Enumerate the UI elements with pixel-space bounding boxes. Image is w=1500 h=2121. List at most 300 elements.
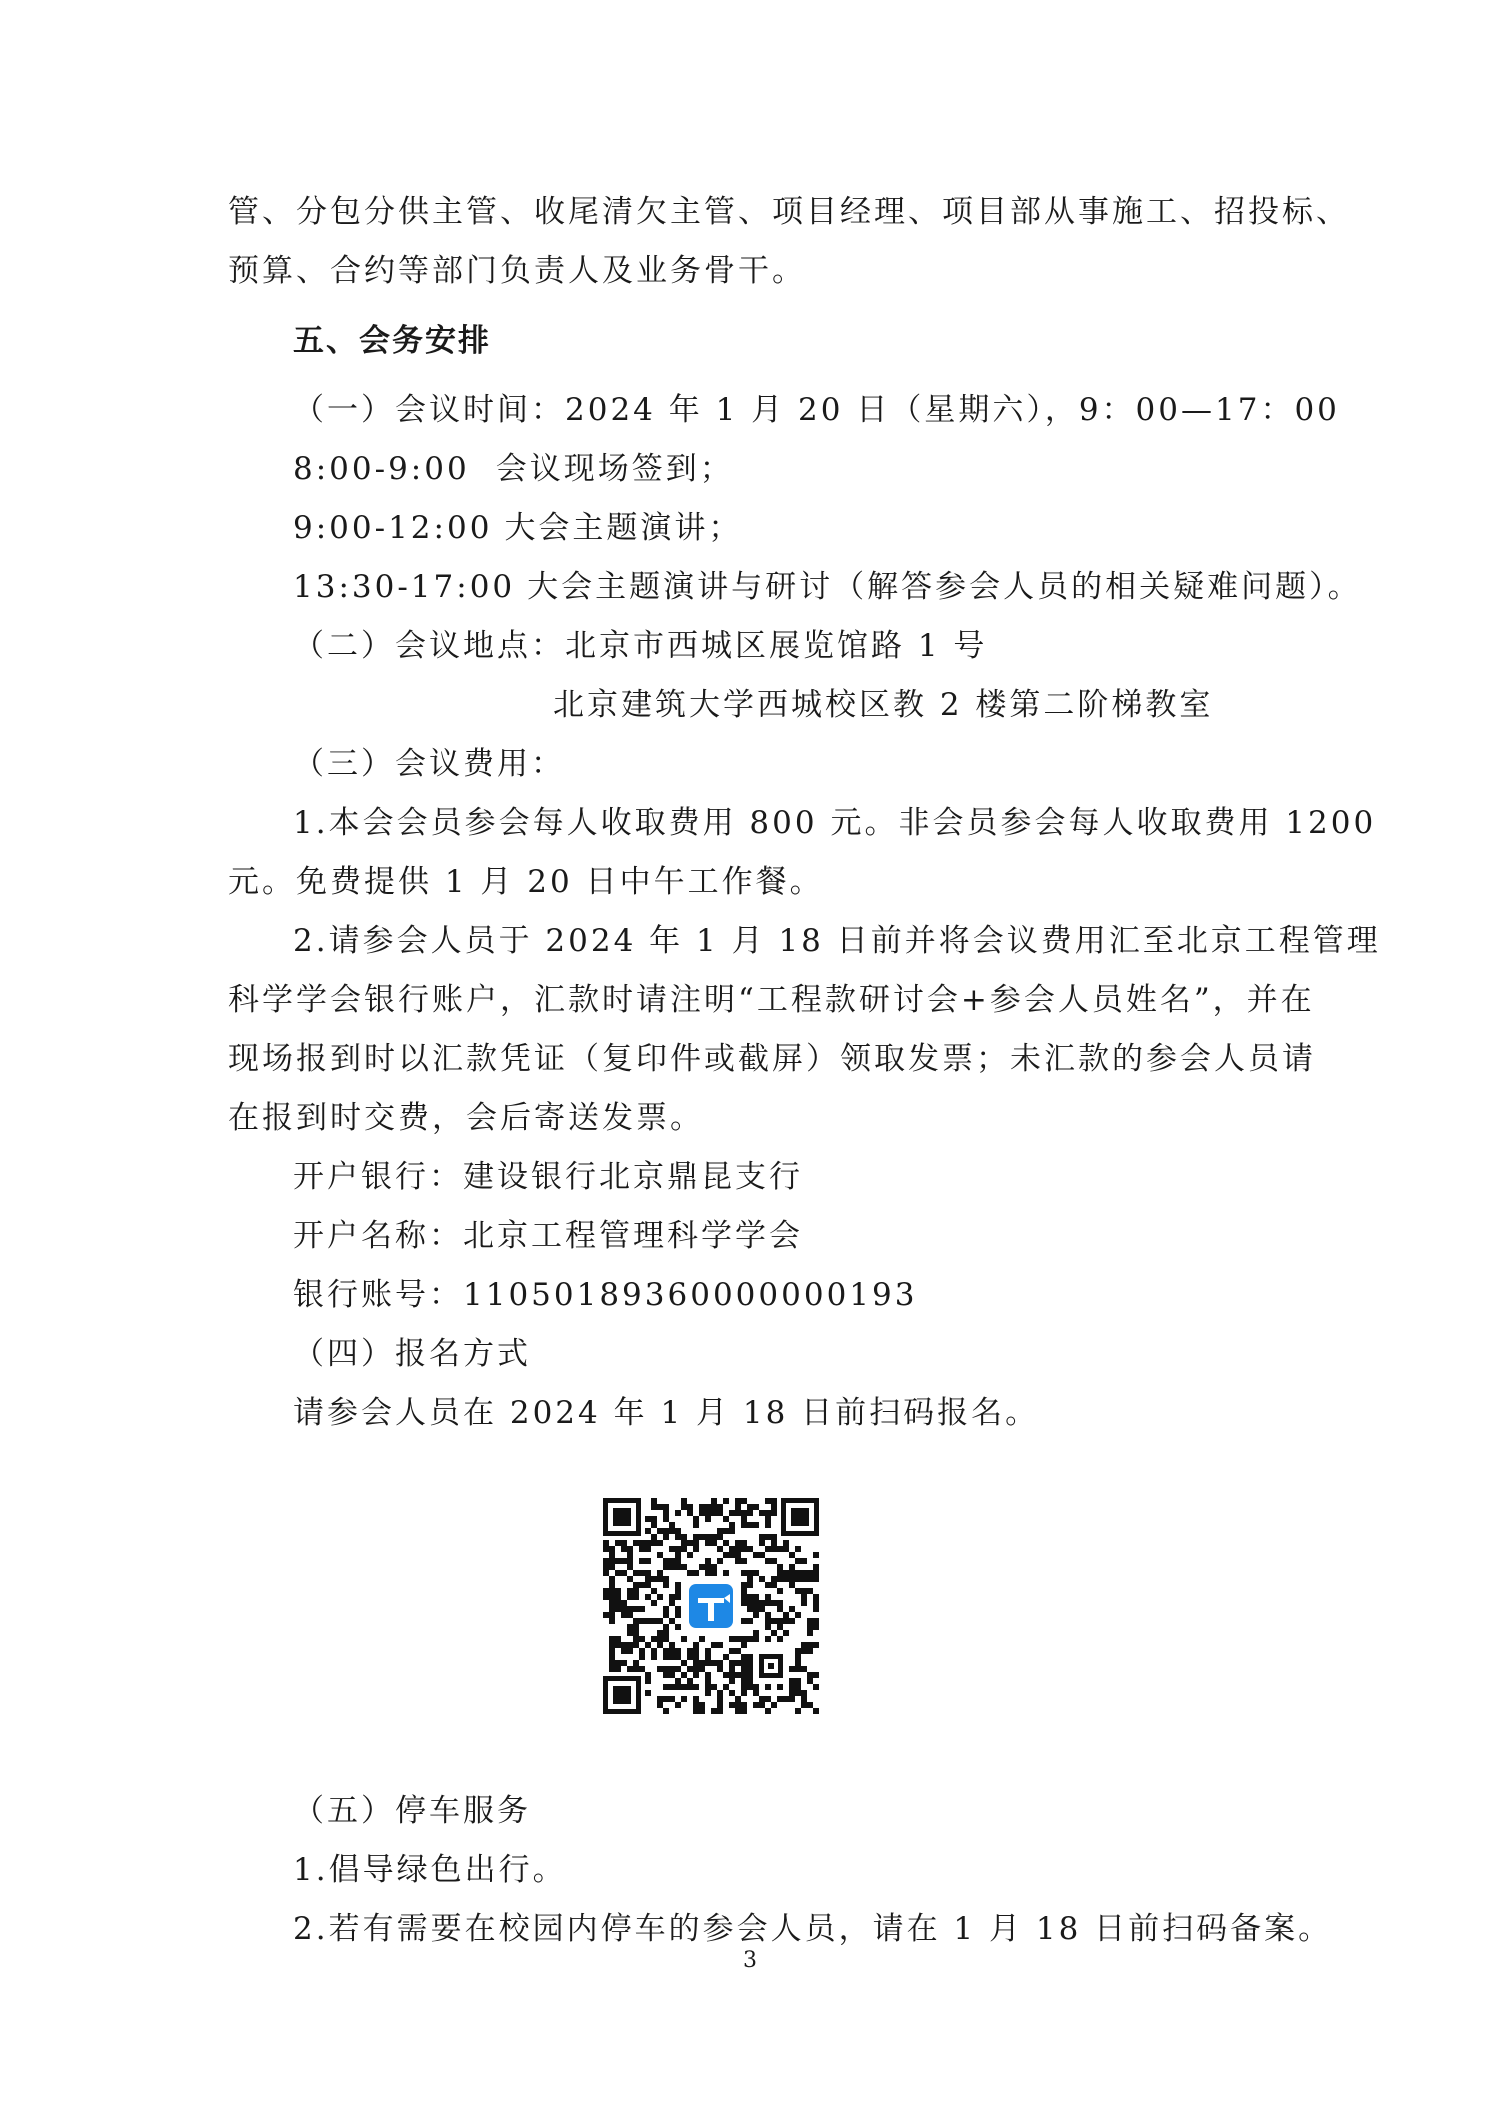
qr-module bbox=[735, 1510, 741, 1516]
qr-module bbox=[645, 1582, 651, 1588]
qr-module bbox=[711, 1564, 717, 1570]
qr-module bbox=[813, 1570, 819, 1576]
qr-module bbox=[747, 1522, 753, 1528]
qr-module bbox=[717, 1696, 723, 1702]
qr-module bbox=[657, 1540, 663, 1546]
fee-p2-line-2: 科学学会银行账户，汇款时请注明“工程款研讨会+参会人员姓名”，并在 bbox=[228, 982, 1315, 1018]
qr-module bbox=[693, 1570, 699, 1576]
schedule-desc: 大会主题演讲； bbox=[504, 510, 743, 546]
qr-module bbox=[807, 1624, 813, 1630]
qr-module bbox=[765, 1708, 771, 1714]
qr-module bbox=[693, 1672, 699, 1678]
qr-module bbox=[603, 1546, 609, 1552]
qr-module bbox=[609, 1594, 615, 1600]
qr-module bbox=[753, 1684, 759, 1690]
qr-module bbox=[633, 1666, 639, 1672]
qr-module bbox=[759, 1600, 765, 1606]
qr-module bbox=[609, 1546, 615, 1552]
intro-line-2: 预算、合约等部门负责人及业务骨干。 bbox=[228, 253, 806, 289]
qr-module bbox=[747, 1582, 753, 1588]
schedule-desc: 会议现场签到； bbox=[495, 451, 734, 487]
qr-module bbox=[609, 1582, 615, 1588]
qr-module bbox=[621, 1660, 627, 1666]
qr-module bbox=[639, 1606, 645, 1612]
qr-module bbox=[645, 1570, 651, 1576]
qr-module bbox=[663, 1564, 669, 1570]
qr-module bbox=[621, 1570, 627, 1576]
qr-module bbox=[645, 1576, 651, 1582]
qr-module bbox=[777, 1600, 783, 1606]
qr-module bbox=[741, 1588, 747, 1594]
qr-module bbox=[627, 1594, 633, 1600]
qr-module bbox=[789, 1606, 795, 1612]
qr-module bbox=[669, 1546, 675, 1552]
qr-module bbox=[789, 1696, 795, 1702]
qr-module bbox=[813, 1684, 819, 1690]
qr-module bbox=[795, 1648, 801, 1654]
qr-module bbox=[663, 1606, 669, 1612]
qr-module bbox=[741, 1678, 747, 1684]
qr-module bbox=[675, 1582, 681, 1588]
qr-module bbox=[795, 1558, 801, 1564]
qr-module bbox=[699, 1534, 705, 1540]
qr-module bbox=[735, 1672, 741, 1678]
qr-module bbox=[729, 1522, 735, 1528]
qr-module bbox=[789, 1690, 795, 1696]
qr-module bbox=[609, 1606, 615, 1612]
qr-module bbox=[645, 1594, 651, 1600]
qr-module bbox=[693, 1654, 699, 1660]
qr-module bbox=[633, 1588, 639, 1594]
qr-module bbox=[675, 1564, 681, 1570]
qr-module bbox=[813, 1600, 819, 1606]
qr-module bbox=[777, 1684, 783, 1690]
qr-module bbox=[747, 1576, 753, 1582]
qr-module bbox=[669, 1528, 675, 1534]
qr-module bbox=[795, 1588, 801, 1594]
qr-module bbox=[807, 1576, 813, 1582]
qr-module bbox=[681, 1534, 687, 1540]
qr-module bbox=[711, 1540, 717, 1546]
qr-module bbox=[609, 1564, 615, 1570]
qr-module bbox=[729, 1552, 735, 1558]
qr-module bbox=[627, 1564, 633, 1570]
qr-module bbox=[669, 1672, 675, 1678]
qr-module bbox=[783, 1696, 789, 1702]
qr-module bbox=[801, 1648, 807, 1654]
qr-module bbox=[693, 1666, 699, 1672]
qr-module bbox=[801, 1594, 807, 1600]
qr-module bbox=[741, 1510, 747, 1516]
qr-module bbox=[633, 1636, 639, 1642]
qr-module bbox=[657, 1570, 663, 1576]
qr-module bbox=[705, 1540, 711, 1546]
qr-module bbox=[729, 1690, 735, 1696]
qr-module bbox=[717, 1702, 723, 1708]
qr-module bbox=[813, 1576, 819, 1582]
qr-module bbox=[705, 1648, 711, 1654]
qr-module bbox=[777, 1636, 783, 1642]
qr-module bbox=[789, 1618, 795, 1624]
qr-module bbox=[783, 1570, 789, 1576]
registration-title: （四）报名方式 bbox=[293, 1336, 531, 1372]
qr-module bbox=[795, 1546, 801, 1552]
qr-module bbox=[651, 1648, 657, 1654]
qr-module bbox=[657, 1696, 663, 1702]
qr-module bbox=[633, 1594, 639, 1600]
qr-module bbox=[729, 1648, 735, 1654]
qr-module bbox=[741, 1516, 747, 1522]
qr-module bbox=[741, 1654, 747, 1660]
qr-module bbox=[753, 1636, 759, 1642]
qr-module bbox=[741, 1690, 747, 1696]
qr-module bbox=[807, 1648, 813, 1654]
qr-module bbox=[645, 1558, 651, 1564]
qr-module bbox=[645, 1540, 651, 1546]
qr-module bbox=[633, 1624, 639, 1630]
qr-module bbox=[609, 1588, 615, 1594]
qr-module bbox=[675, 1534, 681, 1540]
qr-module bbox=[705, 1516, 711, 1522]
qr-module bbox=[765, 1516, 771, 1522]
qr-module bbox=[801, 1558, 807, 1564]
qr-module bbox=[711, 1534, 717, 1540]
schedule-item bbox=[293, 449, 1353, 489]
qr-module bbox=[687, 1666, 693, 1672]
bank-name: 开户银行：建设银行北京鼎昆支行 bbox=[293, 1159, 803, 1195]
qr-module bbox=[699, 1702, 705, 1708]
qr-module bbox=[789, 1570, 795, 1576]
qr-module bbox=[795, 1666, 801, 1672]
account-name: 开户名称：北京工程管理科学学会 bbox=[293, 1218, 803, 1254]
qr-module bbox=[639, 1666, 645, 1672]
qr-module bbox=[717, 1528, 723, 1534]
qr-module bbox=[609, 1666, 615, 1672]
qr-module bbox=[741, 1672, 747, 1678]
qr-module bbox=[807, 1678, 813, 1684]
qr-module bbox=[645, 1528, 651, 1534]
qr-module bbox=[645, 1516, 651, 1522]
qr-module bbox=[657, 1630, 663, 1636]
fee-p2-line-4: 在报到时交费，会后寄送发票。 bbox=[228, 1100, 704, 1136]
qr-module bbox=[705, 1570, 711, 1576]
qr-module bbox=[645, 1672, 651, 1678]
qr-module bbox=[615, 1606, 621, 1612]
qr-module bbox=[687, 1678, 693, 1684]
qr-module bbox=[687, 1504, 693, 1510]
qr-module bbox=[759, 1696, 765, 1702]
qr-module bbox=[675, 1528, 681, 1534]
qr-module bbox=[669, 1558, 675, 1564]
qr-module bbox=[813, 1642, 819, 1648]
qr-module bbox=[609, 1654, 615, 1660]
qr-module bbox=[747, 1660, 753, 1666]
qr-module bbox=[633, 1660, 639, 1666]
qr-module bbox=[723, 1498, 729, 1504]
qr-module bbox=[801, 1702, 807, 1708]
qr-module bbox=[741, 1684, 747, 1690]
qr-module bbox=[669, 1696, 675, 1702]
qr-module bbox=[717, 1690, 723, 1696]
qr-module bbox=[669, 1564, 675, 1570]
qr-module bbox=[675, 1558, 681, 1564]
qr-module bbox=[753, 1552, 759, 1558]
qr-module bbox=[669, 1654, 675, 1660]
qr-module bbox=[765, 1522, 771, 1528]
qr-module bbox=[609, 1600, 615, 1606]
qr-module bbox=[663, 1636, 669, 1642]
qr-module bbox=[657, 1642, 663, 1648]
qr-module bbox=[789, 1666, 795, 1672]
qr-module bbox=[705, 1660, 711, 1666]
qr-module bbox=[621, 1600, 627, 1606]
qr-module bbox=[633, 1570, 639, 1576]
qr-module bbox=[747, 1654, 753, 1660]
qr-module bbox=[687, 1570, 693, 1576]
parking-title: （五）停车服务 bbox=[293, 1793, 531, 1829]
qr-module bbox=[783, 1630, 789, 1636]
qr-module bbox=[753, 1606, 759, 1612]
qr-module bbox=[765, 1534, 771, 1540]
qr-module bbox=[759, 1576, 765, 1582]
qr-module bbox=[795, 1690, 801, 1696]
qr-module bbox=[693, 1702, 699, 1708]
qr-module bbox=[759, 1510, 765, 1516]
qr-module bbox=[675, 1624, 681, 1630]
qr-module bbox=[681, 1660, 687, 1666]
qr-module bbox=[765, 1612, 771, 1618]
qr-module bbox=[741, 1546, 747, 1552]
qr-module bbox=[633, 1582, 639, 1588]
qr-module bbox=[711, 1498, 717, 1504]
qr-module bbox=[765, 1684, 771, 1690]
qr-module bbox=[609, 1558, 615, 1564]
qr-module bbox=[633, 1606, 639, 1612]
qr-module bbox=[729, 1510, 735, 1516]
qr-module bbox=[741, 1594, 747, 1600]
qr-module bbox=[807, 1588, 813, 1594]
qr-module bbox=[723, 1684, 729, 1690]
qr-module bbox=[699, 1666, 705, 1672]
qr-module bbox=[663, 1696, 669, 1702]
qr-module bbox=[795, 1708, 801, 1714]
qr-module bbox=[627, 1630, 633, 1636]
qr-module bbox=[663, 1516, 669, 1522]
qr-module bbox=[717, 1546, 723, 1552]
qr-module bbox=[639, 1636, 645, 1642]
qr-module bbox=[813, 1672, 819, 1678]
qr-module bbox=[645, 1618, 651, 1624]
qr-module bbox=[711, 1510, 717, 1516]
qr-module bbox=[657, 1504, 663, 1510]
qr-module bbox=[741, 1618, 747, 1624]
qr-module bbox=[675, 1552, 681, 1558]
qr-module bbox=[711, 1504, 717, 1510]
qr-module bbox=[651, 1540, 657, 1546]
qr-module bbox=[615, 1660, 621, 1666]
qr-module bbox=[765, 1558, 771, 1564]
parking-item-1: 1.倡导绿色出行。 bbox=[293, 1852, 567, 1888]
qr-module bbox=[807, 1702, 813, 1708]
qr-module bbox=[639, 1648, 645, 1654]
qr-module bbox=[687, 1552, 693, 1558]
schedule-desc: 大会主题演讲与研讨（解答参会人员的相关疑难问题）。 bbox=[527, 569, 1362, 605]
qr-module bbox=[669, 1648, 675, 1654]
qr-module bbox=[729, 1528, 735, 1534]
qr-module bbox=[723, 1570, 729, 1576]
qr-module bbox=[687, 1510, 693, 1516]
qr-module bbox=[735, 1552, 741, 1558]
qr-module bbox=[741, 1558, 747, 1564]
qr-module bbox=[663, 1528, 669, 1534]
qr-module bbox=[741, 1522, 747, 1528]
qr-module bbox=[621, 1558, 627, 1564]
qr-module bbox=[681, 1540, 687, 1546]
qr-module bbox=[771, 1504, 777, 1510]
qr-module bbox=[753, 1522, 759, 1528]
qr-module bbox=[669, 1600, 675, 1606]
qr-module bbox=[723, 1672, 729, 1678]
qr-module bbox=[663, 1624, 669, 1630]
qr-module bbox=[633, 1540, 639, 1546]
qr-module bbox=[753, 1570, 759, 1576]
qr-module bbox=[771, 1534, 777, 1540]
qr-module bbox=[747, 1606, 753, 1612]
qr-module bbox=[675, 1666, 681, 1672]
fee-title: （三）会议费用： bbox=[293, 746, 565, 782]
qr-module bbox=[621, 1648, 627, 1654]
qr-module bbox=[735, 1696, 741, 1702]
qr-module bbox=[621, 1642, 627, 1648]
intro-line-1: 管、分包分供主管、收尾清欠主管、项目经理、项目部从事施工、招投标、 bbox=[228, 194, 1350, 230]
qr-module bbox=[729, 1678, 735, 1684]
qr-module bbox=[771, 1630, 777, 1636]
qr-module bbox=[603, 1564, 609, 1570]
qr-module bbox=[681, 1564, 687, 1570]
qr-module bbox=[693, 1540, 699, 1546]
qr-module bbox=[717, 1504, 723, 1510]
qr-module bbox=[711, 1708, 717, 1714]
qr-module bbox=[675, 1588, 681, 1594]
qr-module bbox=[765, 1600, 771, 1606]
qr-module bbox=[657, 1636, 663, 1642]
qr-module bbox=[705, 1510, 711, 1516]
qr-module bbox=[693, 1546, 699, 1552]
qr-module bbox=[747, 1546, 753, 1552]
qr-module bbox=[759, 1702, 765, 1708]
qr-module bbox=[705, 1534, 711, 1540]
qr-module bbox=[771, 1498, 777, 1504]
qr-module bbox=[627, 1648, 633, 1654]
qr-module bbox=[615, 1540, 621, 1546]
qr-module bbox=[645, 1690, 651, 1696]
qr-module bbox=[675, 1594, 681, 1600]
qr-module bbox=[693, 1684, 699, 1690]
page-number: 3 bbox=[743, 1948, 757, 1973]
qr-module bbox=[657, 1528, 663, 1534]
qr-module bbox=[777, 1696, 783, 1702]
qr-module bbox=[771, 1546, 777, 1552]
qr-module bbox=[639, 1540, 645, 1546]
qr-module bbox=[669, 1642, 675, 1648]
qr-module bbox=[753, 1702, 759, 1708]
qr-module bbox=[741, 1498, 747, 1504]
qr-module bbox=[735, 1648, 741, 1654]
qr-module bbox=[705, 1684, 711, 1690]
qr-module bbox=[609, 1636, 615, 1642]
qr-module bbox=[663, 1534, 669, 1540]
qr-module bbox=[663, 1672, 669, 1678]
qr-module bbox=[735, 1636, 741, 1642]
qr-module bbox=[711, 1570, 717, 1576]
qr-module bbox=[801, 1690, 807, 1696]
fee-p2-line-1: 2.请参会人员于 2024 年 1 月 18 日前并将会议费用汇至北京工程管理 bbox=[293, 923, 1381, 959]
qr-module bbox=[663, 1582, 669, 1588]
qr-module bbox=[651, 1618, 657, 1624]
qr-module bbox=[717, 1660, 723, 1666]
qr-module bbox=[675, 1684, 681, 1690]
schedule-item bbox=[293, 567, 1362, 607]
qr-module bbox=[735, 1504, 741, 1510]
qr-module bbox=[615, 1558, 621, 1564]
section-heading: 五、会务安排 bbox=[293, 323, 491, 359]
qr-module bbox=[627, 1612, 633, 1618]
qr-module bbox=[675, 1510, 681, 1516]
registration-qr-code[interactable] bbox=[603, 1498, 819, 1714]
qr-module bbox=[675, 1678, 681, 1684]
qr-module bbox=[741, 1660, 747, 1666]
qr-module bbox=[741, 1600, 747, 1606]
qr-module bbox=[747, 1504, 753, 1510]
qr-module bbox=[783, 1612, 789, 1618]
qr-module bbox=[789, 1564, 795, 1570]
qr-module bbox=[603, 1612, 609, 1618]
qr-module bbox=[603, 1594, 609, 1600]
qr-module bbox=[675, 1654, 681, 1660]
qr-module bbox=[747, 1510, 753, 1516]
qr-module bbox=[807, 1570, 813, 1576]
qr-module bbox=[807, 1630, 813, 1636]
qr-module bbox=[795, 1570, 801, 1576]
qr-module bbox=[681, 1504, 687, 1510]
qr-module bbox=[633, 1618, 639, 1624]
qr-module bbox=[717, 1510, 723, 1516]
qr-module bbox=[717, 1666, 723, 1672]
qr-module bbox=[747, 1594, 753, 1600]
schedule-time: 8:00-9:00 bbox=[293, 451, 470, 487]
qr-module bbox=[717, 1642, 723, 1648]
qr-module bbox=[627, 1576, 633, 1582]
qr-module bbox=[747, 1666, 753, 1672]
qr-module bbox=[741, 1708, 747, 1714]
qr-module bbox=[615, 1666, 621, 1672]
qr-module bbox=[621, 1540, 627, 1546]
qr-module bbox=[747, 1618, 753, 1624]
qr-module bbox=[771, 1558, 777, 1564]
qr-module bbox=[741, 1702, 747, 1708]
qr-module bbox=[663, 1708, 669, 1714]
qr-module bbox=[603, 1570, 609, 1576]
qr-module bbox=[753, 1630, 759, 1636]
qr-module bbox=[651, 1498, 657, 1504]
qr-module bbox=[675, 1606, 681, 1612]
qr-module bbox=[735, 1702, 741, 1708]
qr-module bbox=[753, 1690, 759, 1696]
qr-module bbox=[801, 1576, 807, 1582]
qr-module bbox=[801, 1570, 807, 1576]
qr-module bbox=[753, 1594, 759, 1600]
qr-module bbox=[789, 1684, 795, 1690]
